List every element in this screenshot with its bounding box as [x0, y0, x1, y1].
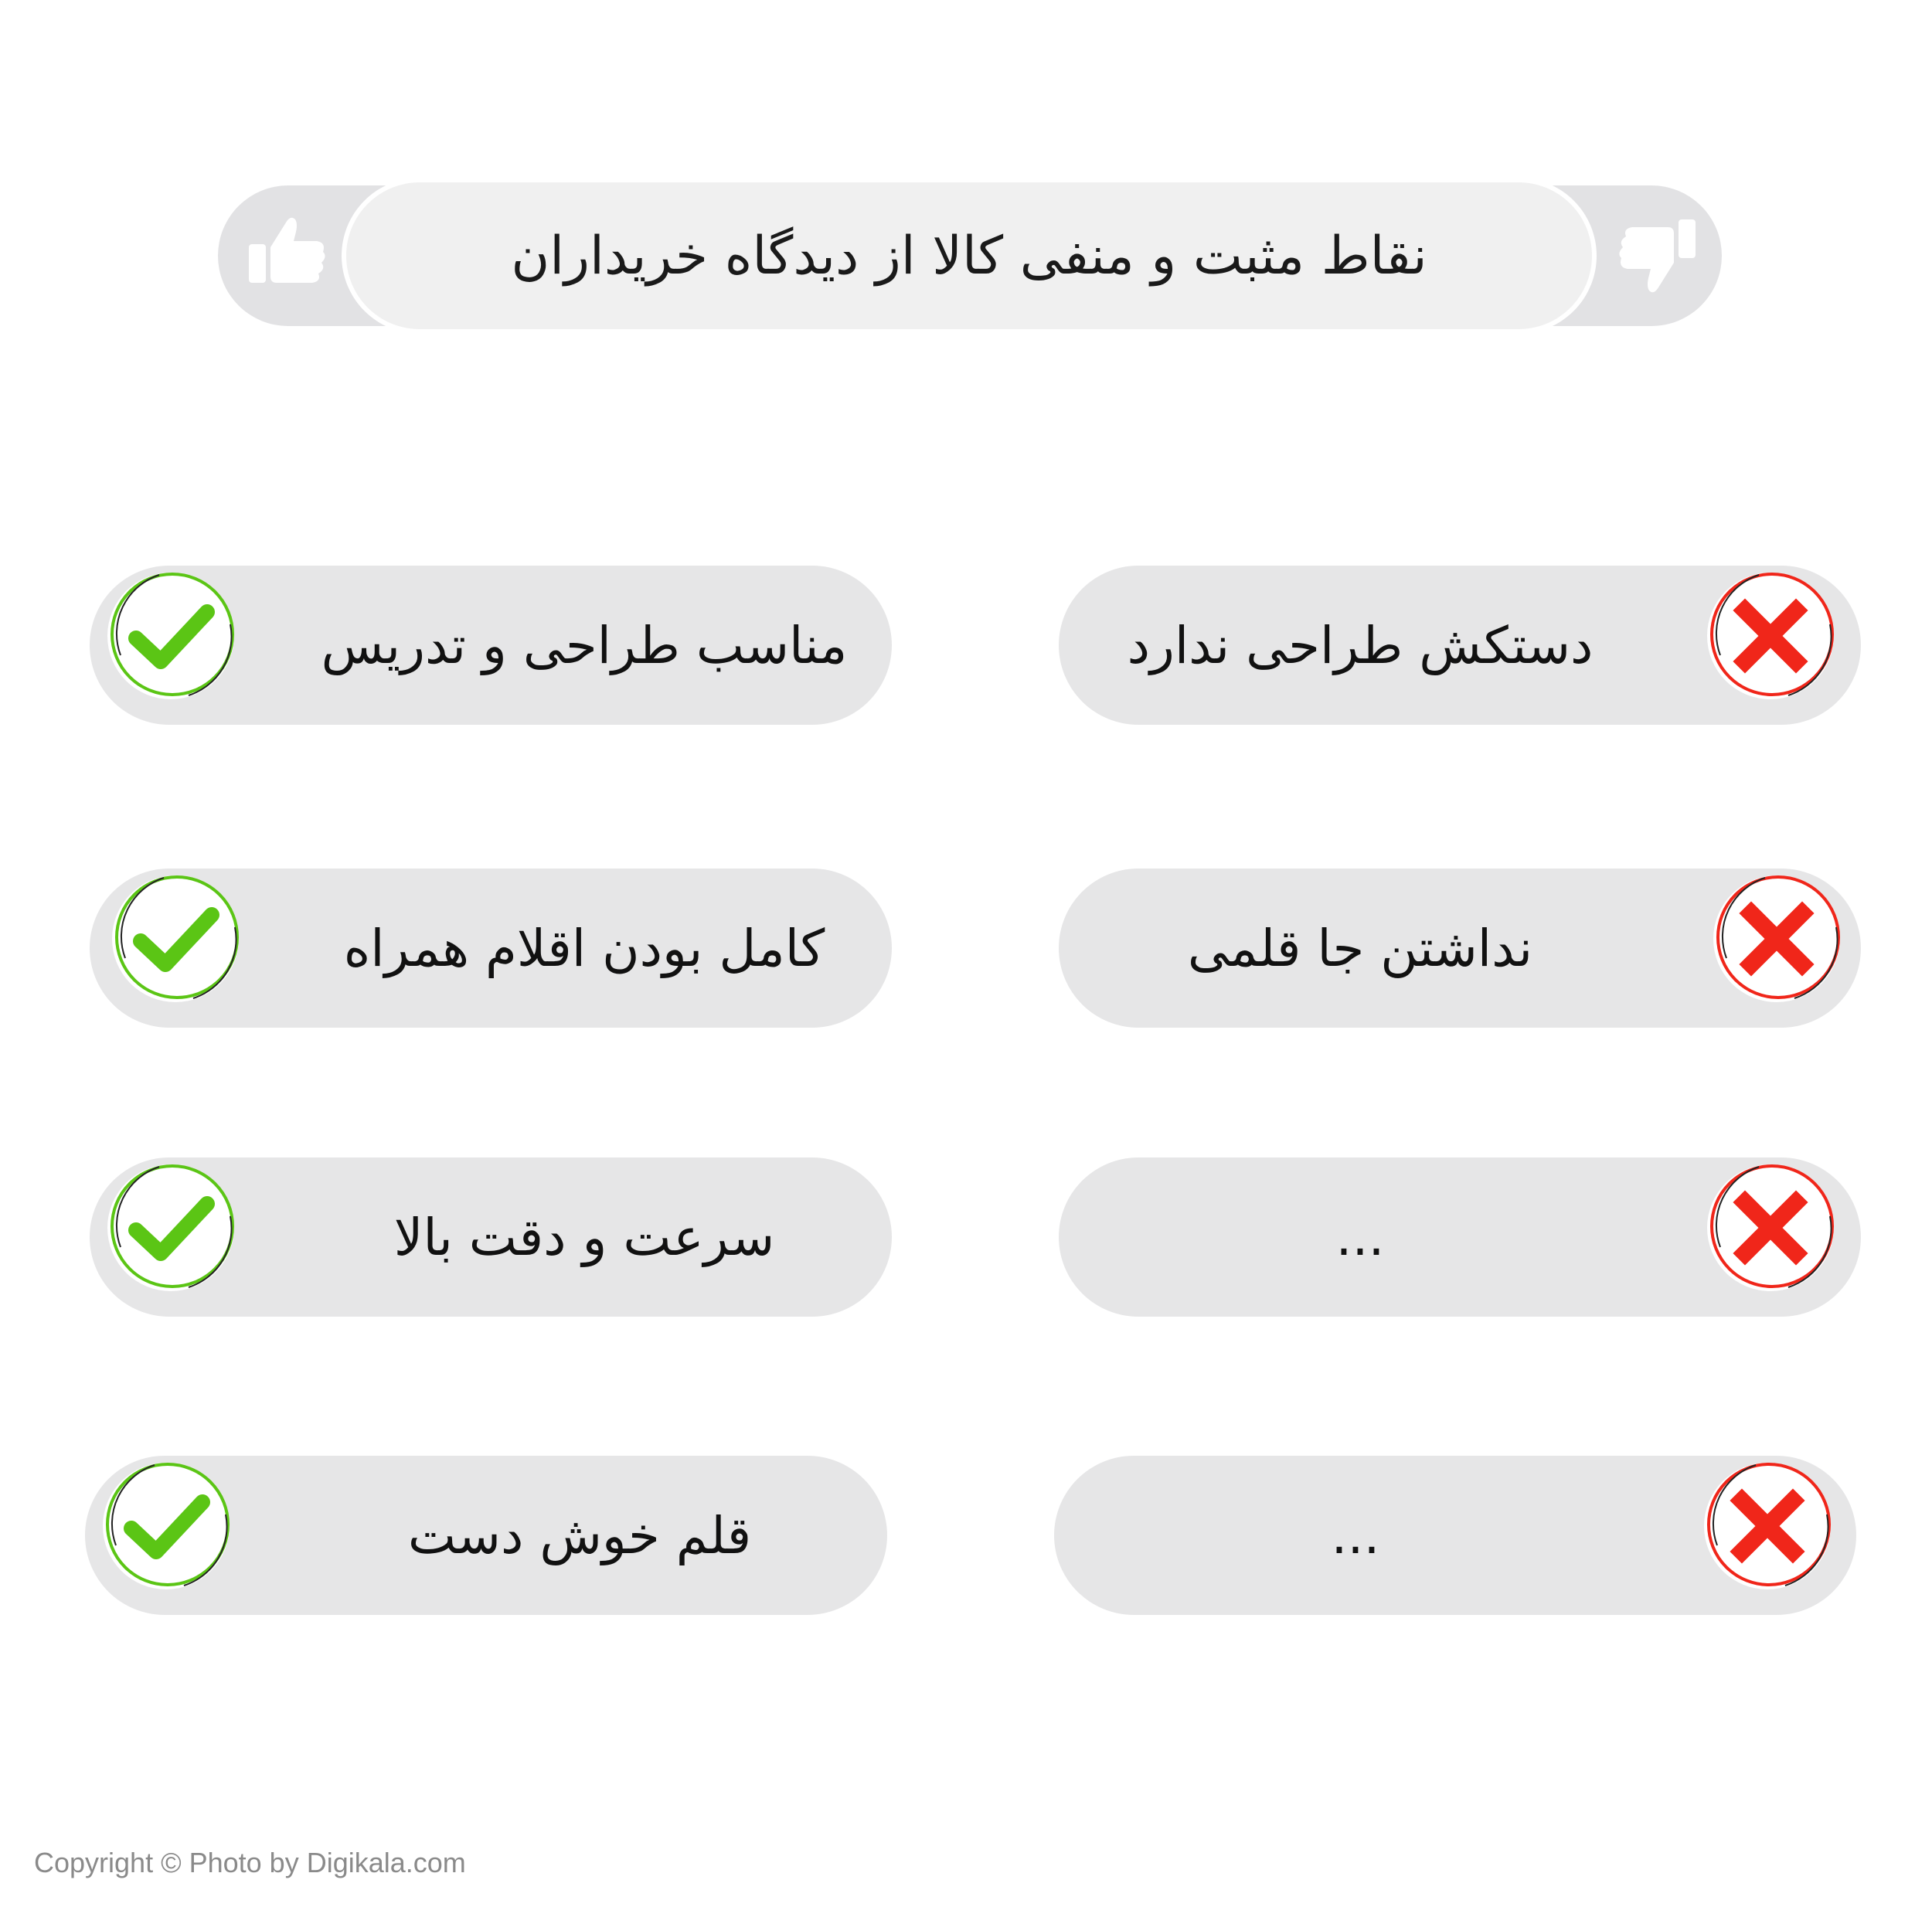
positive-label: سرعت و دقت بالا — [393, 1207, 775, 1267]
thumbs-up-icon — [246, 209, 331, 294]
negative-label: نداشتن جا قلمی — [1187, 918, 1533, 978]
check-icon — [102, 865, 249, 1012]
thumbs-down-icon — [1614, 216, 1699, 301]
cross-icon — [1697, 563, 1844, 709]
positive-label: کامل بودن اقلام همراه — [343, 918, 825, 978]
copyright-text: Copyright © Photo by Digikala.com — [34, 1847, 466, 1878]
header-title-box — [346, 182, 1592, 329]
check-icon — [97, 1154, 244, 1301]
cross-icon — [1694, 1453, 1841, 1599]
negative-label: دستکش طراحی ندارد — [1127, 615, 1594, 675]
positive-label: قلم خوش دست — [407, 1505, 752, 1565]
positive-label: مناسب طراحی و تدریس — [321, 615, 848, 675]
cross-icon — [1697, 1154, 1844, 1301]
check-icon — [97, 563, 244, 709]
cross-icon — [1703, 865, 1850, 1012]
check-icon — [93, 1453, 240, 1599]
negative-label: ... — [1335, 1207, 1385, 1267]
page-title: نقاط مثبت و منفی کالا از دیدگاه خریداران — [511, 225, 1427, 287]
negative-label: ... — [1331, 1505, 1380, 1565]
